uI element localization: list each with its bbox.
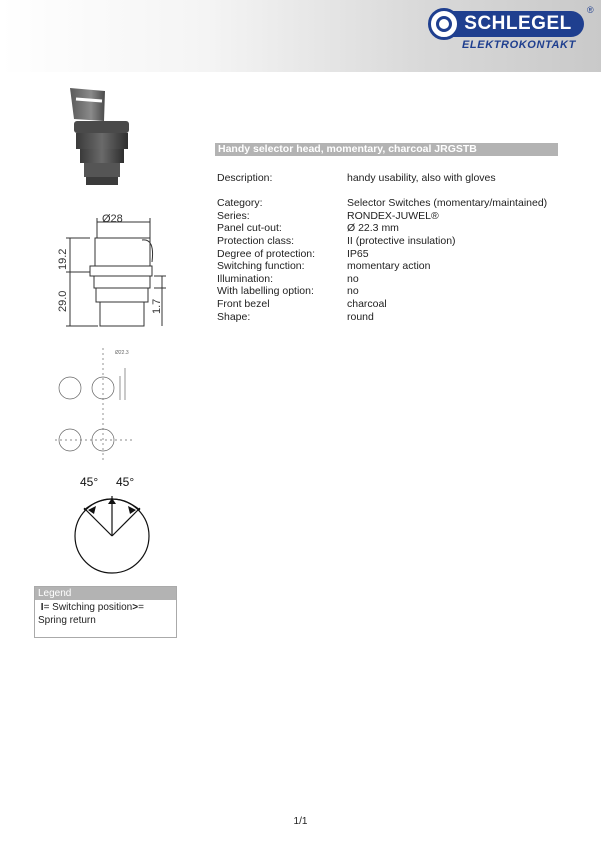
angle-right-label: 45°	[116, 475, 135, 489]
dimension-drawing	[50, 210, 175, 335]
legend-body	[35, 600, 176, 627]
legend-position-symbol: I	[40, 602, 44, 613]
dim-height-bottom: 29.0	[57, 290, 69, 312]
legend-box	[34, 586, 177, 638]
spec-row-panel-cutout	[217, 222, 557, 235]
cutout-dim-label: Ø22.3	[115, 350, 129, 356]
spec-row-protection-class	[217, 235, 557, 248]
switching-angle-diagram	[60, 468, 165, 578]
spec-table	[217, 172, 557, 323]
spec-value: no	[347, 272, 359, 285]
spec-value: momentary action	[347, 260, 431, 273]
legend-title: Legend	[35, 587, 176, 600]
spec-row-front-bezel	[217, 298, 557, 311]
spec-label: Illumination:	[217, 272, 274, 285]
spec-row-shape	[217, 311, 557, 324]
logo-brand-name: SCHLEGEL	[464, 13, 572, 34]
legend-spring-equals: =	[138, 602, 144, 613]
spec-label: Switching function:	[217, 260, 305, 273]
logo-subbrand: ELEKTROKONTAKT	[462, 39, 576, 51]
spec-row-degree-of-protection	[217, 248, 557, 261]
spec-label: Category:	[217, 197, 263, 210]
spec-value: II (protective insulation)	[347, 234, 456, 247]
spec-value: charcoal	[347, 297, 387, 310]
spec-row-labelling-option	[217, 285, 557, 298]
spec-value: round	[347, 310, 374, 323]
spec-row-illumination	[217, 273, 557, 286]
spec-value: handy usability, also with gloves	[347, 172, 496, 184]
spec-value: IP65	[347, 247, 369, 260]
spec-value: no	[347, 285, 359, 298]
spec-value: RONDEX-JUWEL®	[347, 209, 439, 222]
legend-spring-text: Spring return	[38, 614, 96, 626]
legend-position-text: = Switching position	[43, 602, 133, 613]
spec-label: Panel cut-out:	[217, 222, 282, 235]
spec-row-category	[217, 197, 557, 210]
panel-cutout-drawing	[55, 340, 150, 465]
spec-label: Series:	[217, 209, 250, 222]
spec-row-series	[217, 210, 557, 223]
product-photo	[60, 85, 150, 195]
schlegel-logo	[428, 5, 598, 57]
dim-height-top: 19.2	[57, 248, 69, 270]
product-title: Handy selector head, momentary, charcoal JRGSTB	[215, 143, 558, 156]
page-number: 1/1	[293, 816, 308, 827]
dim-diameter: Ø28	[102, 213, 123, 225]
spec-value: Ø 22.3 mm	[347, 222, 399, 235]
spec-label: Shape:	[217, 310, 251, 323]
spec-label: Description:	[217, 172, 273, 184]
spec-label: Front bezel	[217, 297, 270, 310]
spec-value: Selector Switches (momentary/maintained)	[347, 197, 548, 210]
legend-spring-symbol: >	[132, 602, 139, 613]
dim-side: 1.7	[151, 298, 163, 314]
spec-row-description	[217, 172, 557, 185]
spec-label: Degree of protection:	[217, 247, 316, 260]
spec-label: Protection class:	[217, 234, 295, 247]
spec-row-switching-function	[217, 260, 557, 273]
logo-registered-mark: ®	[587, 5, 594, 15]
angle-left-label: 45°	[80, 475, 99, 489]
spec-label: With labelling option:	[217, 285, 314, 298]
